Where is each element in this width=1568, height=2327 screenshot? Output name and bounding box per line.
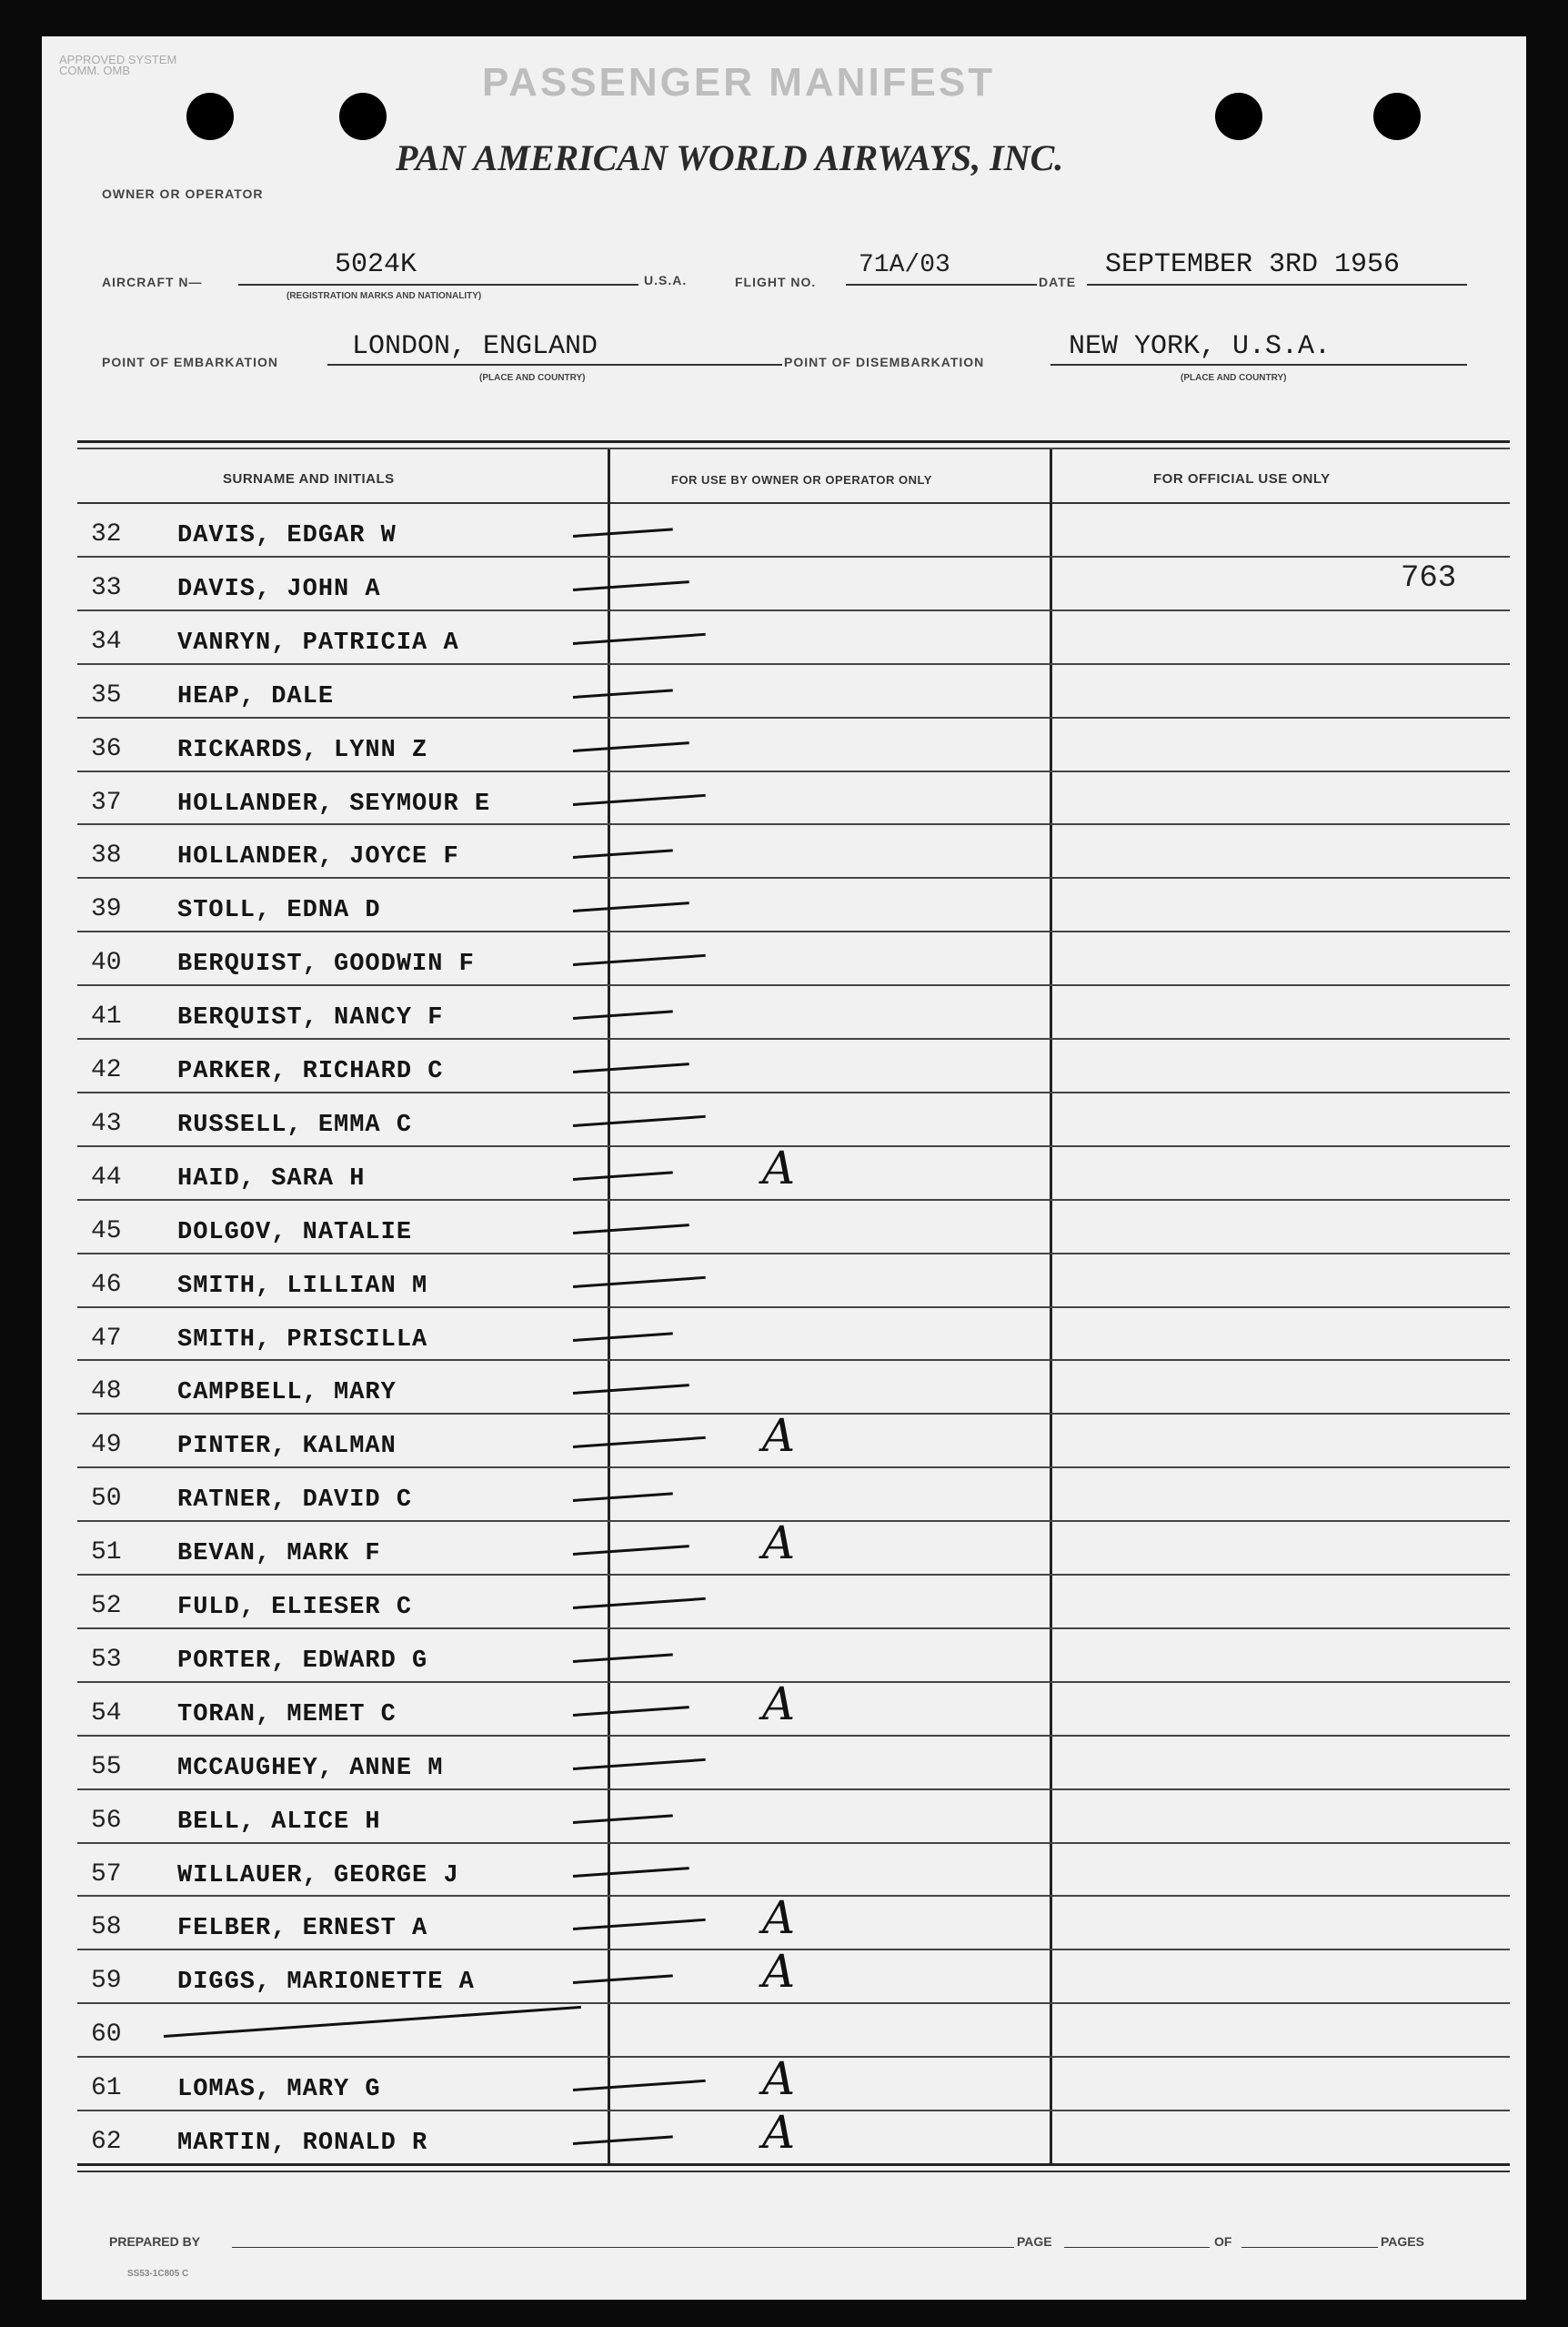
- row-rule: [77, 609, 1510, 611]
- row-rule: [77, 1788, 1510, 1790]
- column-header-owner-use: FOR USE BY OWNER OR OPERATOR ONLY: [671, 473, 932, 487]
- passenger-name: CAMPBELL, MARY: [177, 1379, 397, 1407]
- owner-mark: A: [762, 2106, 796, 2159]
- passenger-name: HOLLANDER, SEYMOUR E: [177, 790, 491, 818]
- row-rule: [77, 2002, 1510, 2004]
- passenger-name: FULD, ELIESER C: [177, 1594, 413, 1621]
- flight-label: FLIGHT NO.: [735, 275, 817, 289]
- row-number: 55: [91, 1752, 122, 1781]
- row-number: 45: [91, 1216, 122, 1245]
- prepared-by-line: [232, 2247, 1014, 2248]
- date-label: DATE: [1039, 275, 1077, 289]
- row-rule: [77, 1466, 1510, 1468]
- of-line: [1241, 2247, 1378, 2248]
- row-number: 49: [91, 1431, 122, 1460]
- disembark-underline: [1050, 364, 1467, 366]
- passenger-name: VANRYN, PATRICIA A: [177, 629, 459, 657]
- owner-mark: A: [762, 1945, 796, 1999]
- row-number: 44: [91, 1163, 122, 1192]
- column-header-surname: SURNAME AND INITIALS: [223, 471, 395, 487]
- row-rule: [77, 1199, 1510, 1201]
- row-number: 57: [91, 1859, 122, 1889]
- passenger-name: PORTER, EDWARD G: [177, 1647, 428, 1675]
- row-rule: [77, 663, 1510, 665]
- row-number: 50: [91, 1485, 122, 1514]
- owner-mark: A: [762, 2052, 796, 2106]
- aircraft-label: AIRCRAFT N—: [102, 275, 203, 289]
- page-line: [1064, 2247, 1210, 2248]
- row-number: 61: [91, 2074, 122, 2103]
- row-rule: [77, 1253, 1510, 1254]
- row-rule: [77, 1842, 1510, 1844]
- passenger-name: DAVIS, EDGAR W: [177, 522, 397, 549]
- table-bottom-rule: [77, 2163, 1510, 2166]
- row-number: 56: [91, 1806, 122, 1835]
- passenger-name: BERQUIST, GOODWIN F: [177, 951, 475, 979]
- table-bottom-rule: [77, 2171, 1510, 2172]
- usa-label: U.S.A.: [644, 273, 688, 287]
- of-label: OF: [1214, 2234, 1232, 2249]
- row-rule: [77, 1359, 1510, 1361]
- embark-caption: (PLACE AND COUNTRY): [479, 373, 586, 383]
- embark-label: POINT OF EMBARKATION: [102, 355, 278, 369]
- row-number: 58: [91, 1913, 122, 1942]
- header-bottom-rule: [77, 502, 1510, 504]
- row-number: 47: [91, 1324, 122, 1353]
- row-rule: [77, 1092, 1510, 1093]
- passenger-name: FELBER, ERNEST A: [177, 1915, 428, 1943]
- passenger-name: DAVIS, JOHN A: [177, 575, 381, 603]
- row-rule: [77, 1306, 1510, 1308]
- row-rule: [77, 1038, 1510, 1040]
- passenger-name: SMITH, PRISCILLA: [177, 1325, 428, 1354]
- disembark-caption: (PLACE AND COUNTRY): [1181, 373, 1287, 383]
- row-number: 59: [91, 1967, 122, 1996]
- passenger-name: WILLAUER, GEORGE J: [177, 1861, 459, 1889]
- passenger-name: RUSSELL, EMMA C: [177, 1111, 413, 1139]
- passenger-name: DIGGS, MARIONETTE A: [177, 1969, 475, 1997]
- row-number: 41: [91, 1002, 122, 1032]
- row-rule: [77, 556, 1510, 558]
- row-rule: [77, 931, 1510, 932]
- disembark-value: NEW YORK, U.S.A.: [1069, 331, 1332, 362]
- owner-mark: A: [762, 1516, 796, 1570]
- passenger-name: HAID, SARA H: [177, 1164, 366, 1193]
- table-top-rule: [77, 448, 1510, 449]
- row-number: 40: [91, 949, 122, 978]
- passenger-name: BEVAN, MARK F: [177, 1540, 381, 1568]
- passenger-name: PINTER, KALMAN: [177, 1433, 397, 1461]
- approval-stamp: APPROVED SYSTEM COMM. OMB: [59, 53, 177, 77]
- binder-hole: [1373, 93, 1421, 140]
- passenger-name: RICKARDS, LYNN Z: [177, 736, 428, 764]
- page-label: PAGE: [1017, 2234, 1052, 2249]
- owner-mark: A: [762, 1677, 796, 1730]
- passenger-name: TORAN, MEMET C: [177, 1700, 397, 1728]
- table-top-rule: [77, 440, 1510, 443]
- operator-name: PAN AMERICAN WORLD AIRWAYS, INC.: [396, 137, 1064, 178]
- row-number: 52: [91, 1592, 122, 1620]
- row-rule: [77, 717, 1510, 719]
- row-number: 38: [91, 841, 122, 871]
- column-header-official-use: FOR OFFICIAL USE ONLY: [1153, 471, 1331, 487]
- passenger-name: MCCAUGHEY, ANNE M: [177, 1754, 444, 1782]
- aircraft-caption: (REGISTRATION MARKS AND NATIONALITY): [286, 291, 482, 301]
- page-title: PASSENGER MANIFEST: [482, 60, 996, 105]
- date-underline: [1087, 284, 1467, 286]
- row-number: 39: [91, 895, 122, 924]
- row-number: 60: [91, 2020, 122, 2050]
- disembark-label: POINT OF DISEMBARKATION: [784, 355, 985, 369]
- row-rule: [77, 1574, 1510, 1576]
- binder-hole: [1215, 93, 1262, 140]
- row-rule: [77, 877, 1510, 879]
- passenger-name: LOMAS, MARY G: [177, 2076, 381, 2104]
- passenger-name: RATNER, DAVID C: [177, 1486, 413, 1515]
- aircraft-value: 5024K: [335, 249, 417, 280]
- pages-label: PAGES: [1381, 2234, 1424, 2249]
- row-rule: [77, 1627, 1510, 1629]
- row-number: 48: [91, 1377, 122, 1406]
- row-number: 32: [91, 520, 122, 549]
- binder-hole: [186, 93, 234, 140]
- embark-underline: [327, 364, 782, 366]
- passenger-name: DOLGOV, NATALIE: [177, 1218, 413, 1246]
- passenger-name: SMITH, LILLIAN M: [177, 1272, 428, 1300]
- passenger-name: STOLL, EDNA D: [177, 897, 381, 925]
- row-number: 46: [91, 1270, 122, 1299]
- owner-label: OWNER OR OPERATOR: [102, 186, 264, 201]
- row-number: 62: [91, 2128, 122, 2156]
- binder-hole: [339, 93, 387, 140]
- prepared-by-label: PREPARED BY: [109, 2234, 201, 2249]
- passenger-name: HOLLANDER, JOYCE F: [177, 843, 459, 871]
- passenger-name: PARKER, RICHARD C: [177, 1058, 444, 1085]
- official-note: 763: [1401, 560, 1457, 596]
- flight-value: 71A/03: [859, 251, 950, 279]
- flight-underline: [846, 284, 1037, 286]
- row-rule: [77, 771, 1510, 772]
- row-number: 42: [91, 1056, 122, 1084]
- passenger-name: BELL, ALICE H: [177, 1808, 381, 1836]
- row-number: 53: [91, 1645, 122, 1674]
- row-number: 43: [91, 1109, 122, 1138]
- row-number: 34: [91, 627, 122, 656]
- row-number: 54: [91, 1698, 122, 1728]
- passenger-name: MARTIN, RONALD R: [177, 2130, 428, 2157]
- owner-mark: A: [762, 1141, 796, 1194]
- owner-mark: A: [762, 1409, 796, 1463]
- passenger-name: BERQUIST, NANCY F: [177, 1004, 444, 1033]
- row-rule: [77, 1735, 1510, 1737]
- form-code: SS53-1C805 C: [127, 2269, 189, 2279]
- date-value: SEPTEMBER 3RD 1956: [1105, 249, 1401, 280]
- row-rule: [77, 984, 1510, 986]
- embark-value: LONDON, ENGLAND: [352, 331, 598, 362]
- row-number: 35: [91, 680, 122, 710]
- row-number: 37: [91, 788, 122, 817]
- owner-mark: A: [762, 1891, 796, 1945]
- row-number: 36: [91, 734, 122, 763]
- row-number: 33: [91, 573, 122, 602]
- aircraft-underline: [238, 284, 638, 286]
- passenger-name: HEAP, DALE: [177, 682, 335, 710]
- row-rule: [77, 823, 1510, 825]
- row-number: 51: [91, 1538, 122, 1567]
